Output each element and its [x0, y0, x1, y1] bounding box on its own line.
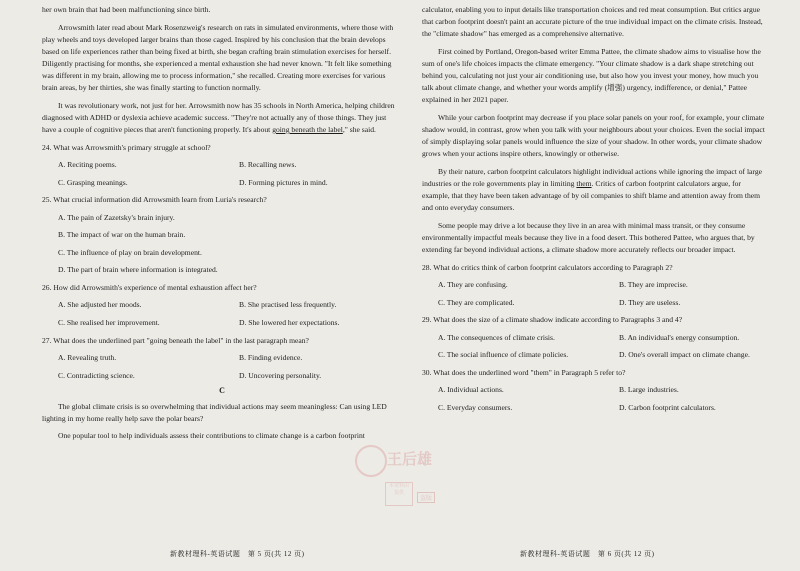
option: A. Revealing truth.: [58, 353, 117, 363]
paragraph: First coined by Portland, Oregon-based writer Emma Pattee, the climate shadow aims to visualise how the sum of one's life choices impacts the climate emergency. "Your climate shadow is a dark shape stretching out behind you, calculating not just your air conditioning use, but also how you invest your money, how much you talk about climate change, and whether your words amplify (增强) urgency, indifference, or denial," Pattee explained in her 2021 paper.: [422, 46, 761, 105]
option: B. An individual's energy consumption.: [619, 332, 740, 342]
paragraph: [422, 166, 767, 214]
option: C. She realised her improvement.: [58, 318, 160, 328]
options-row: [42, 352, 402, 364]
paragraph: While your carbon footprint may decrease if you place solar panels on your roof, for example, your climate shadow would, in contrast, grow when you talk with your neighbours about your choices. Even the social impact of simply displaying solar panels would influence the size of your shadow. In other words, your climate shadow grows when your actions inspire others, knowingly or otherwise.: [422, 112, 765, 159]
option: D. One's overall impact on climate change.: [619, 350, 750, 360]
option: C. Everyday consumers.: [438, 402, 513, 412]
question-29: 29. What does the size of a climate shadow indicate according to Paragraphs 3 and 4?: [422, 315, 683, 325]
option: D. Uncovering personality.: [239, 370, 322, 380]
paragraph-text: ," she said.: [342, 125, 376, 135]
option: D. The part of brain where information is integrated.: [58, 265, 218, 275]
option: B. They are imprecise.: [619, 280, 688, 290]
option: A. She adjusted her moods.: [58, 300, 142, 310]
paragraph: her own brain that had been malfunctioning since birth.: [42, 5, 211, 14]
option: C. The influence of play on brain development.: [58, 247, 202, 257]
paragraph-text: . Critics of carbon footprint calculators argue, for example, that they have been taken advantage of by oil companies to shift blame and attention away from them and onto everyday consumers.: [422, 179, 761, 213]
option: A. The pain of Zazetsky's brain injury.: [58, 212, 175, 222]
question-25: 25. What crucial information did Arrowsmith learn from Luria's research?: [42, 195, 267, 205]
paragraph-text: It was revolutionary work, not just for her. Arrowsmith now has 35 schools in North America, helping children diagnosed with ADHD or dyslexia achieve academic success. "They're not actually any of those things. They just have a couple of cognitive pieces that aren't functioning properly. It's about: [42, 100, 395, 135]
paragraph: One popular tool to help individuals assess their contributions to climate change is a carbon footprint: [58, 431, 365, 441]
option: B. Large industries.: [619, 385, 679, 395]
question-26: 26. How did Arrowsmith's experience of mental exhaustion affect her?: [42, 282, 257, 292]
options-row: [422, 297, 767, 309]
option: D. She lowered her expectations.: [239, 318, 340, 328]
option: A. They are confusing.: [438, 280, 508, 290]
underlined-word: them: [576, 179, 592, 188]
options-row: [42, 159, 402, 171]
question-27: 27. What does the underlined part "going beneath the label" in the last paragraph mean?: [42, 335, 309, 345]
question-30: 30. What does the underlined word "them" in Paragraph 5 refer to?: [422, 367, 626, 377]
page-right: [422, 0, 767, 571]
page-footer-left: 新教材理科-英语试题 第 5 页(共 12 页): [170, 550, 305, 558]
question-28: 28. What do critics think of carbon footprint calculators according to Paragraph 2?: [422, 262, 673, 272]
watermark-label: 盗版: [417, 492, 435, 503]
options-row: [422, 384, 767, 396]
option: B. Recalling news.: [239, 160, 297, 170]
paragraph: Arrowsmith later read about Mark Rosenzweig's research on rats in simulated environments, where those with play wheels and toys developed larger brains than those caged. Inspired by his conclusion that the brain develops based on life experiences rather than being fixed at birth, she began crafting brain stimulation exercises for herself. Diligently practising for months, she experienced a mental exhaustion she had never known. "It felt like something was different in my brain, allowing me to process information," she recalled. Creating more exercises for various brain areas, by her thirties, she was finally starting to function normally.: [42, 22, 394, 93]
option: A. Reciting poems.: [58, 160, 117, 170]
paragraph: [42, 100, 402, 136]
option: C. The social influence of climate policies.: [438, 350, 569, 360]
option: D. Carbon footprint calculators.: [619, 402, 716, 412]
option: A. The consequences of climate crisis.: [438, 332, 555, 342]
underlined-phrase: going beneath the label: [272, 125, 343, 135]
paragraph: calculator, enabling you to input details like transportation choices and red meat consumption. But critics argue that carbon footprint doesn't paint an accurate picture of the true individual impact on the climate crisis. Instead, the "climate shadow" has emerged as a comprehensive alternative.: [422, 5, 763, 39]
options-row: [422, 349, 767, 361]
option: B. She practised less frequently.: [239, 300, 337, 310]
paragraph: Some people may drive a lot because they live in an area with minimal mass transit, or they consume environmentally impactful meals because they live in a food desert. This bothered Pattee, who argues that, by extending far beyond individual actions, a climate shadow more accurately reflects our broader impact.: [422, 220, 755, 255]
option: B. The impact of war on the human brain.: [58, 230, 186, 240]
options-row: [42, 370, 402, 382]
option: D. Forming pictures in mind.: [239, 177, 328, 187]
watermark-stamp: 本资料由 提供: [385, 482, 413, 506]
options-row: [42, 299, 402, 311]
paragraph-text: By their nature, carbon footprint calculators highlight individual actions while ignoring the impact of large industries or the role governments play in limiting: [422, 166, 762, 188]
options-row: [42, 177, 402, 189]
page-left: [42, 0, 402, 571]
watermark-brand: 王后雄: [387, 450, 433, 468]
page-footer-right: 新教材理科-英语试题 第 6 页(共 12 页): [520, 550, 655, 558]
options-row: [422, 279, 767, 291]
options-row: [422, 332, 767, 344]
option: C. Contradicting science.: [58, 370, 135, 380]
options-row: [422, 402, 767, 414]
option: D. They are useless.: [619, 297, 681, 307]
options-row: [42, 317, 402, 329]
option: C. Grasping meanings.: [58, 177, 128, 187]
option: C. They are complicated.: [438, 297, 515, 307]
section-heading: C: [219, 385, 225, 395]
option: B. Finding evidence.: [239, 353, 303, 363]
option: A. Individual actions.: [438, 385, 504, 395]
question-24: 24. What was Arrowsmith's primary struggle at school?: [42, 142, 211, 152]
paragraph: The global climate crisis is so overwhelming that individual actions may seem meaningless: Can using LED lighting in my home really help save the polar bears?: [42, 401, 387, 423]
